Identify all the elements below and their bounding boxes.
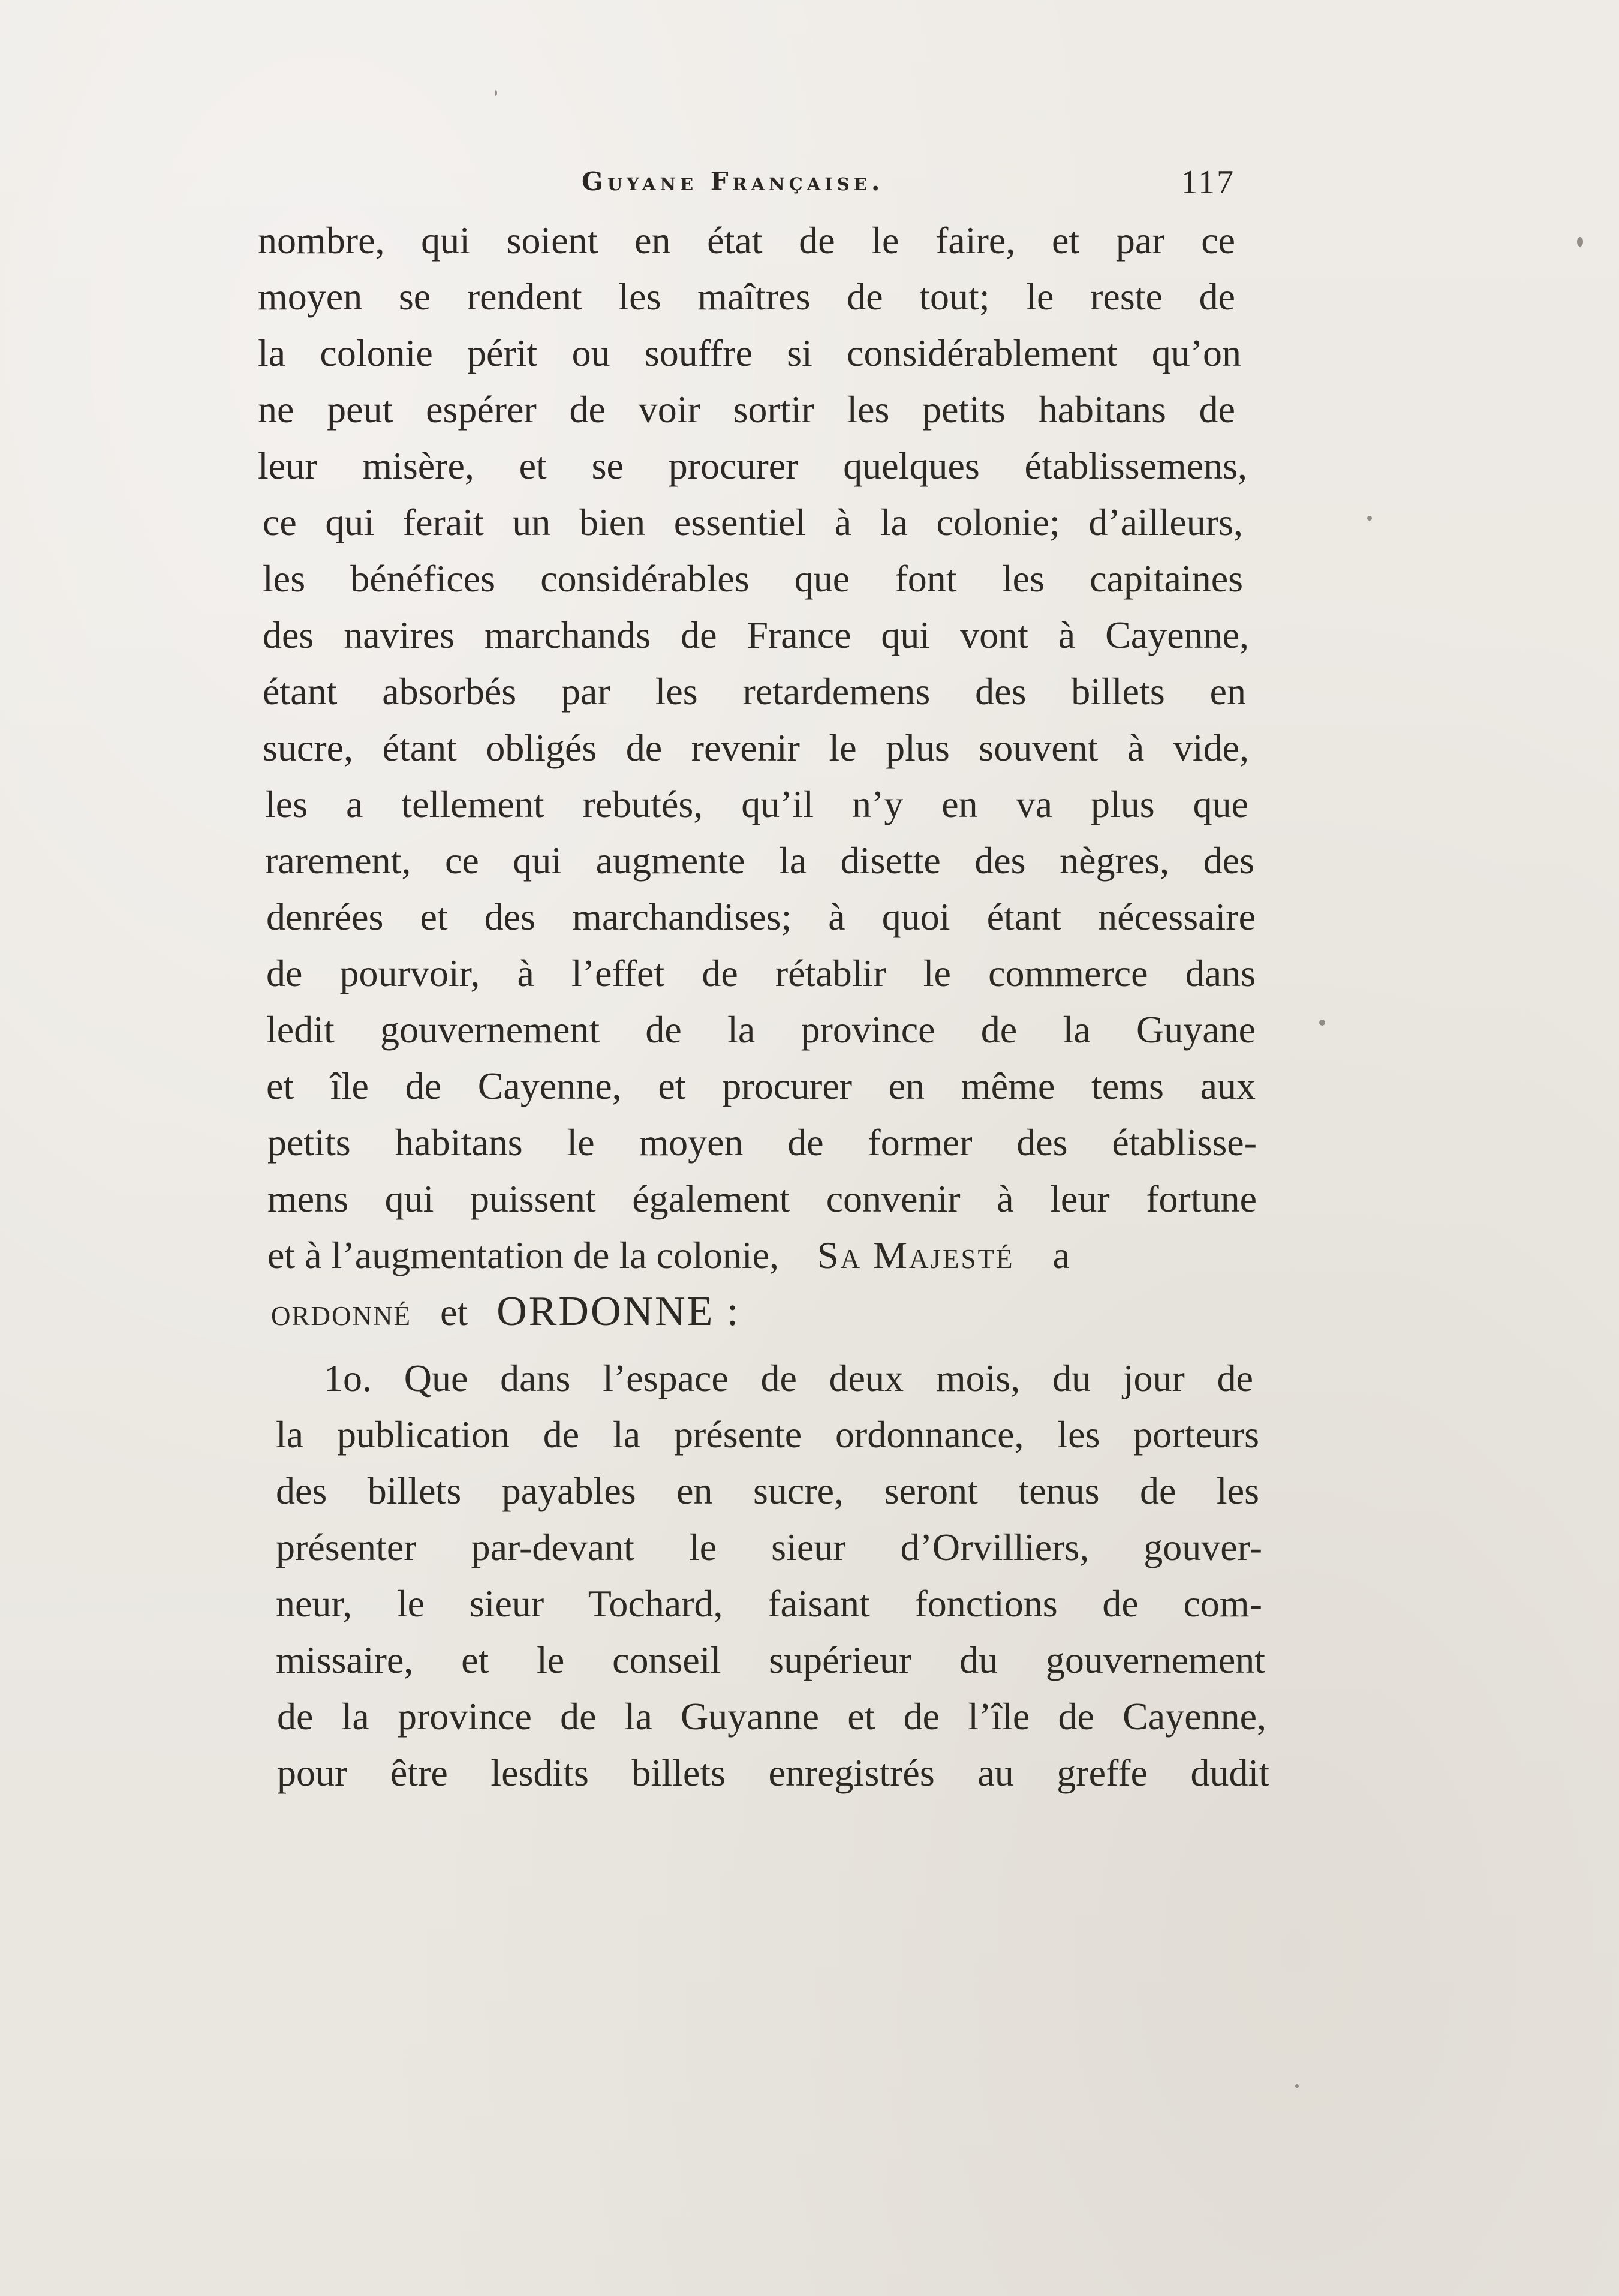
text-line: les bénéfices considérables que font les capitaines: [263, 557, 1243, 600]
article-line: la publication de la présente ordonnance, les porteurs: [276, 1413, 1259, 1456]
text-line: sucre, étant obligés de revenir le plus souvent à vide,: [263, 726, 1249, 769]
article-line: présenter par-devant le sieur d’Orvilliers, gouver-: [276, 1526, 1262, 1568]
ordonne-small-caps: ordonné: [271, 1291, 411, 1333]
text-line: des navires marchands de France qui vont à Cayenne,: [263, 614, 1249, 656]
majeste-line: [267, 1228, 1263, 1283]
majeste-suffix: a: [1052, 1234, 1070, 1276]
paper-speck: [1577, 237, 1583, 247]
text-line: de pourvoir, à l’effet de rétablir le commerce dans: [266, 952, 1256, 994]
page-header: [258, 161, 1241, 209]
article-line: de la province de la Guyanne et de l’île de Cayenne,: [277, 1695, 1266, 1738]
text-line: la colonie périt ou souffre si considérablement qu’on: [258, 332, 1241, 374]
page-number: 117: [1181, 164, 1235, 201]
text-line: ne peut espérer de voir sortir les petits habitans de: [258, 388, 1235, 431]
paper-speck: [1367, 516, 1372, 521]
paper-speck: [1319, 1020, 1325, 1026]
text-line: moyen se rendent les maîtres de tout; le reste de: [258, 275, 1235, 318]
paper-speck: [495, 90, 497, 96]
ordonne-conjunction: et: [440, 1291, 468, 1333]
text-line: leur misère, et se procurer quelques établissemens,: [258, 444, 1247, 487]
article-line: neur, le sieur Tochard, faisant fonctions de com-: [276, 1582, 1262, 1625]
text-line: mens qui puissent également convenir à leur fortune: [267, 1177, 1257, 1220]
ordonne-heading: ORDONNE :: [496, 1288, 741, 1335]
body-text: [258, 213, 1269, 1832]
text-line: ledit gouvernement de la province de la Guyane: [266, 1008, 1256, 1051]
article-line: des billets payables en sucre, seront tenus de les: [276, 1469, 1259, 1512]
article-line: missaire, et le conseil supérieur du gouvernement: [276, 1639, 1265, 1681]
paper-speck: [1295, 2084, 1299, 2088]
text-line: et île de Cayenne, et procurer en même tems aux: [266, 1065, 1256, 1107]
text-line: petits habitans le moyen de former des établisse-: [267, 1121, 1257, 1164]
text-line: ce qui ferait un bien essentiel à la colonie; d’ailleurs,: [263, 501, 1243, 543]
article-line: pour être lesdits billets enregistrés au greffe dudit: [277, 1751, 1269, 1794]
article-line: 1o. Que dans l’espace de deux mois, du jour de: [324, 1357, 1253, 1399]
running-head: Guyane Française.: [582, 167, 884, 196]
text-line: et à l’augmentation de la colonie,: [267, 1234, 779, 1276]
text-line: nombre, qui soient en état de le faire, et par ce: [258, 219, 1235, 262]
text-line: denrées et des marchandises; à quoi étant nécessaire: [266, 895, 1256, 938]
text-line: étant absorbés par les retardemens des billets en: [263, 670, 1246, 713]
majeste-title: Sa Majesté: [817, 1234, 1015, 1276]
text-line: les a tellement rebutés, qu’il n’y en va plus que: [265, 783, 1248, 825]
ordonne-line: [271, 1284, 871, 1339]
text-line: rarement, ce qui augmente la disette des nègres, des: [265, 839, 1254, 882]
